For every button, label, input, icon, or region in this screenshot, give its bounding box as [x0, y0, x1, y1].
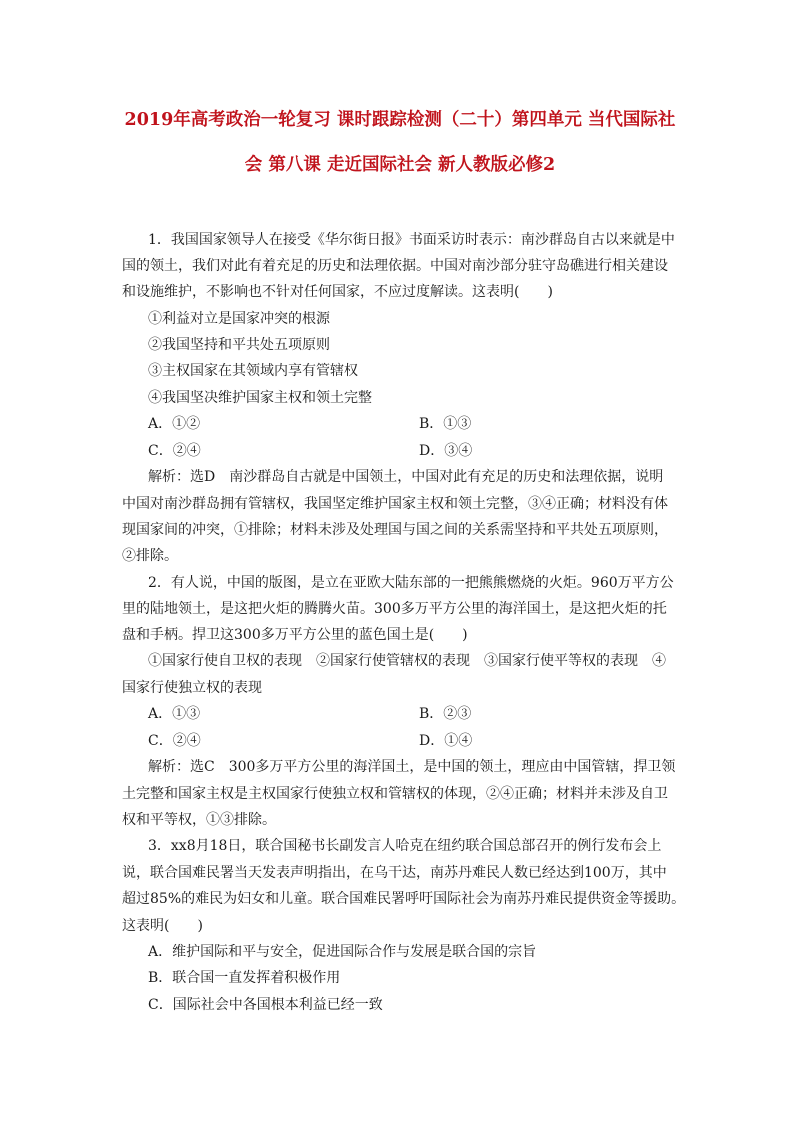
q1-analysis-line-1: 解析：选D 南沙群岛自古就是中国领土，中国对此有充足的历史和法理依据，说明 [148, 469, 664, 485]
q1-item-4: ④我国坚决维护国家主权和领土完整 [148, 390, 372, 406]
q1-analysis-line-2: 中国对南沙群岛拥有管辖权，我国坚定维护国家主权和领土完整，③④正确；材料没有体 [122, 496, 668, 512]
q1-item-3: ③主权国家在其领域内享有管辖权 [148, 363, 358, 379]
q1-option-d: D．③④ [419, 443, 473, 459]
q1-stem-line-2: 国的领土，我们对此有着充足的历史和法理依据。中国对南沙部分驻守岛礁进行相关建设 [122, 258, 668, 274]
q1-option-b: B．①③ [419, 416, 472, 432]
q2-stem-line-3: 盘和手柄。捍卫这300多万平方公里的蓝色国土是( ) [122, 627, 468, 643]
q2-option-a: A．①③ [148, 706, 201, 722]
q1-item-1: ①利益对立是国家冲突的根源 [148, 311, 330, 327]
q2-option-c: C．②④ [148, 733, 201, 749]
q2-option-b: B．②③ [419, 706, 472, 722]
q3-stem-line-3: 超过85%的难民为妇女和儿童。联合国难民署呼吁国际社会为南苏丹难民提供资金等援助。 [122, 891, 686, 907]
q2-items-line-2: 国家行使独立权的表现 [122, 680, 262, 696]
q2-stem-line-2: 里的陆地领土，是这把火炬的腾腾火苗。300多万平方公里的海洋国土，是这把火炬的托 [122, 601, 667, 617]
q1-item-2: ②我国坚持和平共处五项原则 [148, 337, 330, 353]
document-title-line-1: 2019年高考政治一轮复习 课时跟踪检测（二十）第四单元 当代国际社 [124, 110, 676, 130]
q2-analysis-line-2: 土完整和国家主权是主权国家行使独立权和管辖权的体现，②④正确；材料并未涉及自卫 [122, 786, 668, 802]
q3-stem-line-4: 这表明( ) [122, 918, 203, 934]
q1-option-c: C．②④ [148, 443, 201, 459]
q1-stem-line-3: 和设施维护，不影响也不针对任何国家，不应过度解读。这表明( ) [122, 284, 553, 300]
q3-option-a: A．维护国际和平与安全，促进国际合作与发展是联合国的宗旨 [148, 944, 537, 960]
q1-analysis-line-4: ②排除。 [122, 548, 178, 564]
q1-analysis-line-3: 现国家间的冲突，①排除；材料未涉及处理国与国之间的关系需坚持和平共处五项原则， [122, 522, 668, 538]
q3-stem-line-2: 说，联合国难民署当天发表声明指出，在乌干达，南苏丹难民人数已经达到100万，其中 [122, 865, 667, 881]
q3-stem-line-1: 3．xx8月18日，联合国秘书长副发言人哈克在纽约联合国总部召开的例行发布会上 [148, 838, 662, 854]
q2-analysis-line-3: 权和平等权，①③排除。 [122, 812, 276, 828]
document-title-line-2: 会 第八课 走近国际社会 新人教版必修2 [244, 155, 556, 175]
q3-option-c: C．国际社会中各国根本利益已经一致 [148, 997, 383, 1013]
q2-items-line-1: ①国家行使自卫权的表现 ②国家行使管辖权的表现 ③国家行使平等权的表现 ④ [148, 653, 666, 669]
q1-stem-line-1: 1．我国国家领导人在接受《华尔街日报》书面采访时表示：南沙群岛自古以来就是中 [148, 232, 675, 248]
q2-analysis-line-1: 解析：选C 300多万平方公里的海洋国土，是中国的领土，理应由中国管辖，捍卫领 [148, 759, 676, 775]
q1-option-a: A．①② [148, 416, 201, 432]
q3-option-b: B．联合国一直发挥着积极作用 [148, 970, 341, 986]
q2-stem-line-1: 2．有人说，中国的版图，是立在亚欧大陆东部的一把熊熊燃烧的火炬。960万平方公 [148, 575, 674, 591]
q2-option-d: D．①④ [419, 733, 473, 749]
